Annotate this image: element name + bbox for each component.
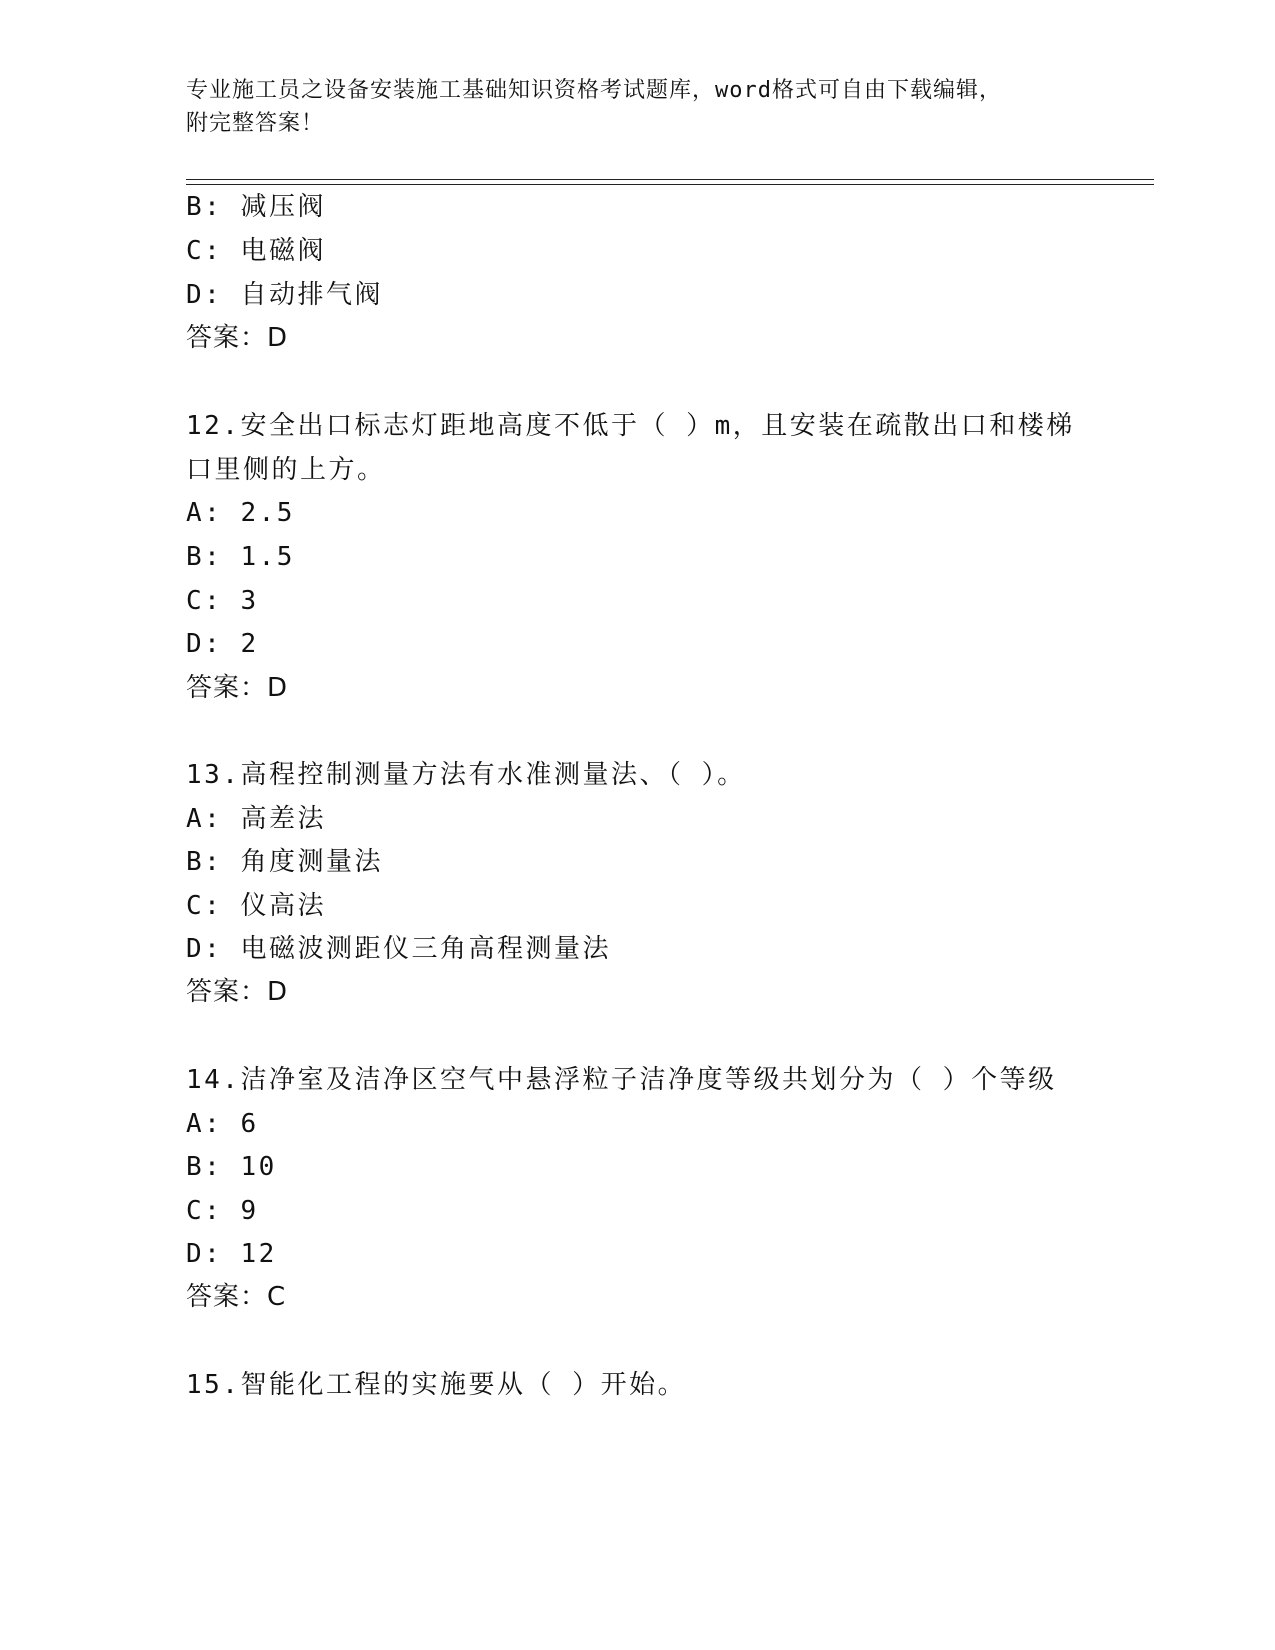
q13-option-d: D: 电磁波测距仪三角高程测量法 <box>186 934 611 964</box>
q15-stem: 15.智能化工程的实施要从（ ）开始。 <box>186 1370 687 1400</box>
q11-answer: 答案：D <box>186 323 289 353</box>
q12-option-c: C: 3 <box>186 586 259 616</box>
q13-option-a: A: 高差法 <box>186 804 326 834</box>
q13-stem: 13.高程控制测量方法有水准测量法、（ ）。 <box>186 760 746 790</box>
header-divider-bottom <box>186 184 1154 185</box>
q14-stem: 14.洁净室及洁净区空气中悬浮粒子洁净度等级共划分为（ ）个等级 <box>186 1065 1057 1095</box>
q14-option-b: B: 10 <box>186 1152 277 1182</box>
q14-answer: 答案：C <box>186 1282 287 1312</box>
q11-option-b: B: 减压阀 <box>186 192 326 222</box>
q12-option-b: B: 1.5 <box>186 542 295 572</box>
document-header <box>186 74 1086 140</box>
q14-option-d: D: 12 <box>186 1239 277 1269</box>
q12-option-a: A: 2.5 <box>186 498 295 528</box>
q12-option-d: D: 2 <box>186 629 259 659</box>
q12-stem-line-2: 口里侧的上方。 <box>186 455 386 485</box>
header-line-1: 专业施工员之设备安装施工基础知识资格考试题库，word格式可自由下载编辑， <box>186 78 1002 103</box>
q13-option-b: B: 角度测量法 <box>186 847 383 877</box>
q13-option-c: C: 仪高法 <box>186 891 326 921</box>
header-divider-top <box>186 179 1154 180</box>
q11-option-d: D: 自动排气阀 <box>186 280 383 310</box>
header-line-2: 附完整答案！ <box>186 111 325 136</box>
q12-answer: 答案：D <box>186 673 289 703</box>
q14-option-a: A: 6 <box>186 1109 259 1139</box>
q13-answer: 答案：D <box>186 977 289 1007</box>
q11-option-c: C: 电磁阀 <box>186 236 326 266</box>
q12-stem-line-1: 12.安全出口标志灯距地高度不低于（ ）m，且安装在疏散出口和楼梯 <box>186 411 1075 441</box>
q14-option-c: C: 9 <box>186 1196 259 1226</box>
